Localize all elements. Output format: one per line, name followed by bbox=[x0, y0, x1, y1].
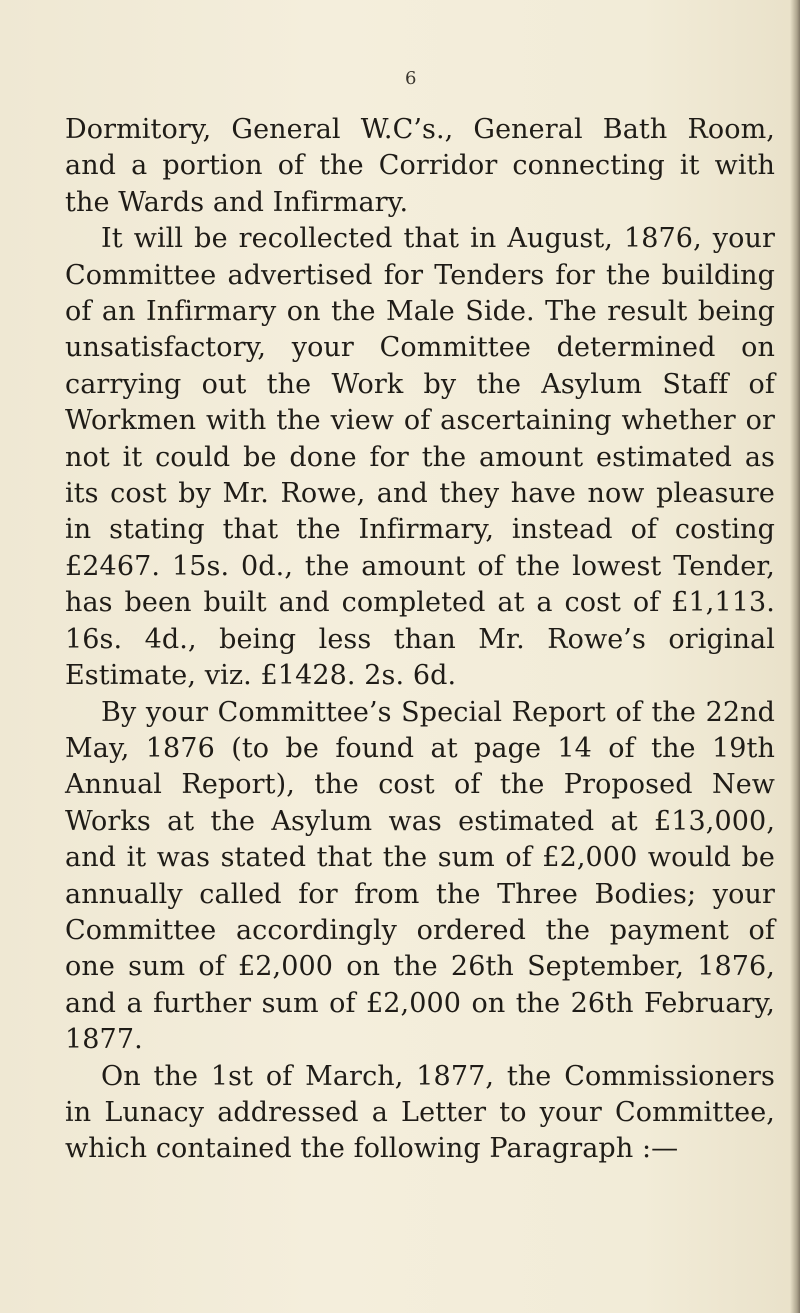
paragraph-infirmary-tenders: It will be recollected that in August, 1876, your Committee advertised for Tenders for the building of an Infirmary on the Male Side. The result being unsatisfactory, your Committee determined on carrying out the Work by the Asylum Staff of Workmen with the view of ascertaining whether or not it could be done for the amount estimated as its cost by Mr. Rowe, and they have now pleasure in stating that the Infirmary, instead of costing £2467. 15s. 0d., the amount of the lowest Tender, has been built and completed at a cost of £1,113. 16s. 4d., being less than Mr. Rowe’s original Estimate, viz. £1428. 2s. 6d. bbox=[65, 223, 775, 692]
page-edge-shadow bbox=[790, 0, 800, 1313]
body-text bbox=[65, 112, 775, 1168]
paragraph-special-report: By your Committee’s Special Report of the 22nd May, 1876 (to be found at page 14 of the 19th Annual Report), the cost of the Proposed New Works at the Asylum was estimated at £13,000, and it was stated that the sum of £2,000 would be annually called for from the Three Bodies; your Committee accordingly ordered the payment of one sum of £2,000 on the 26th September, 1876, and a further sum of £2,000 on the 26th February, 1877. bbox=[65, 696, 775, 1056]
page-number: 6 bbox=[405, 68, 417, 89]
paragraph-continuation: Dormitory, General W.C’s., General Bath Room, and a portion of the Corridor connecting it with the Wards and Infirmary. bbox=[65, 114, 775, 218]
paragraph-commissioners-letter: On the 1st of March, 1877, the Commissioners in Lunacy addressed a Letter to your Committee, which contained the following Paragraph :— bbox=[65, 1060, 775, 1165]
